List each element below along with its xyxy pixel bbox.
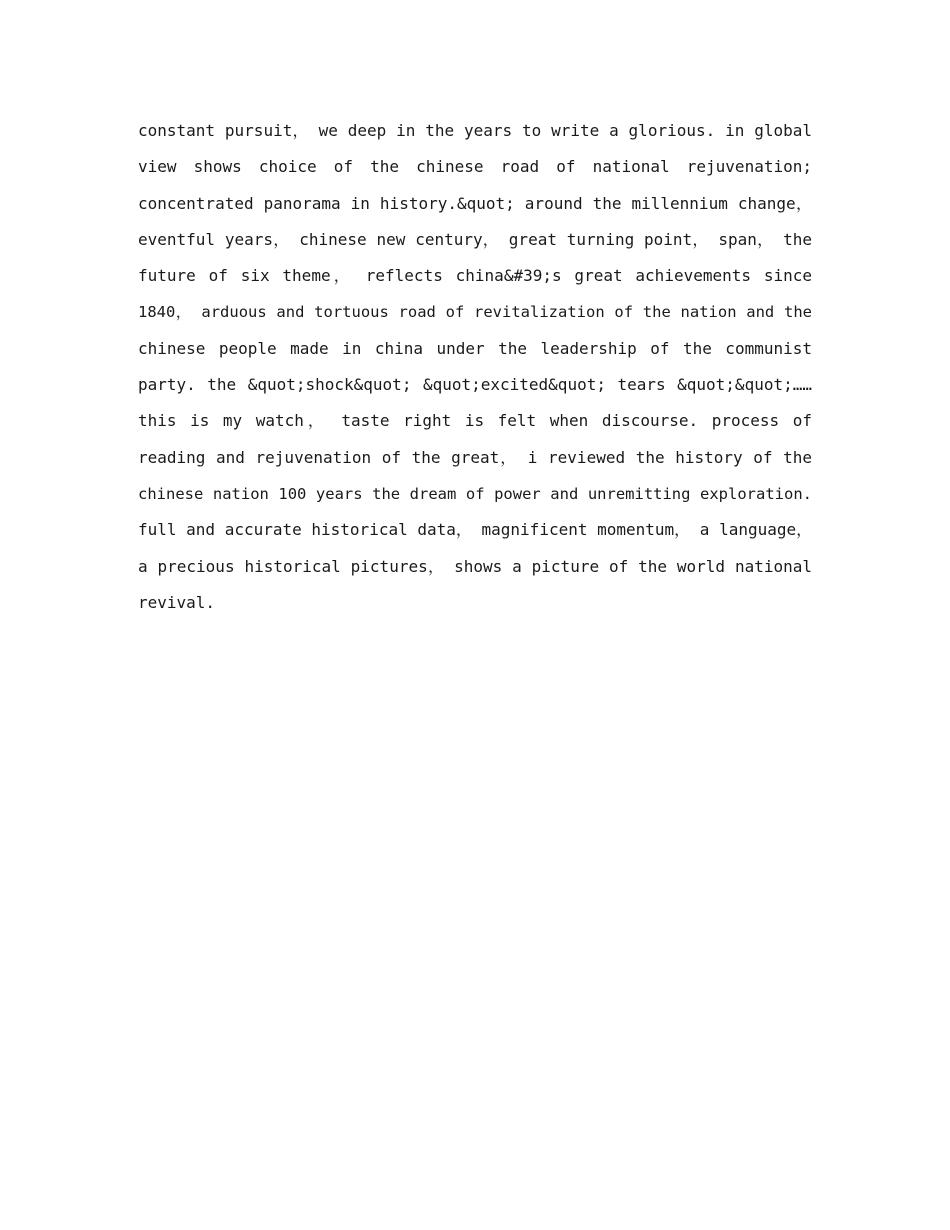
text-line: party. the &quot;shock&quot; &quot;excited&quot; tears &quot;&quot;…… [138, 375, 812, 395]
text-line: future of six theme， reflects china&#39;s great achievements since [138, 266, 812, 286]
text-line: a precious historical pictures， shows a picture of the world national [138, 556, 813, 576]
text-line: reading and rejuvenation of the great， i reviewed the history of the [138, 447, 812, 467]
text-line: concentrated panorama in history.&quot; around the millennium change， [138, 193, 812, 213]
text-line: this is my watch， taste right is felt when discourse. process of [138, 411, 812, 431]
text-line: chinese nation 100 years the dream of power and unremitting exploration. [138, 484, 812, 503]
text-line: constant pursuit， we deep in the years to write a glorious. in global [138, 121, 812, 140]
text-line: revival. [138, 592, 216, 612]
body-paragraph [138, 117, 812, 625]
text-line: full and accurate historical data， magnificent momentum， a language， [138, 520, 813, 540]
text-line: chinese people made in china under the leadership of the communist [138, 338, 812, 358]
text-line: eventful years， chinese new century， great turning point， span， the [138, 229, 812, 249]
text-line: 1840， arduous and tortuous road of revitalization of the nation and the [138, 303, 812, 322]
text-line: view shows choice of the chinese road of national rejuvenation; [138, 157, 812, 177]
